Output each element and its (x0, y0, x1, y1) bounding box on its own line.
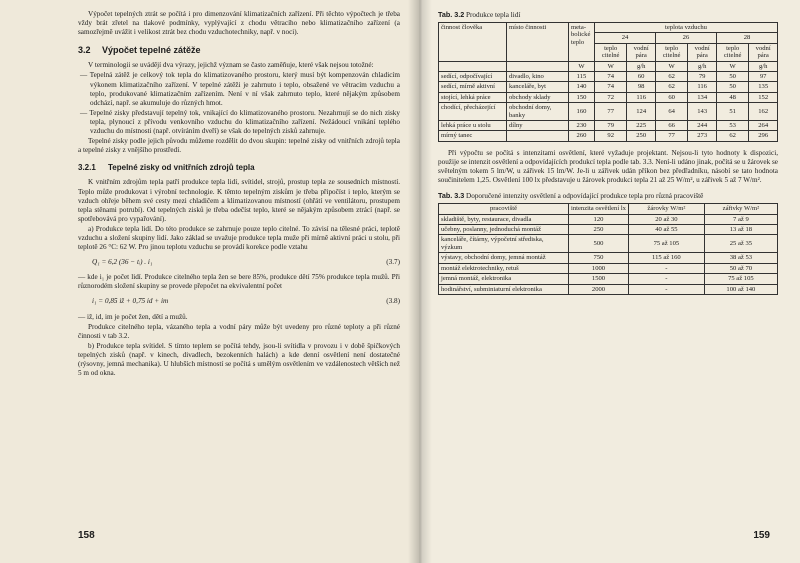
tube-cell: 75 až 105 (704, 274, 777, 284)
value-cell: 225 (627, 121, 656, 131)
table-row (439, 284, 778, 294)
metabolic-cell: 160 (569, 103, 595, 121)
activity-cell: lehká práce u stolu (439, 121, 507, 131)
unit-cell: W (655, 61, 687, 71)
table-row (439, 92, 778, 102)
value-cell: 98 (627, 82, 656, 92)
tube-cell: 38 až 53 (704, 253, 777, 263)
equation-body: Q₁ = 6,2 (36 − tᵢ) . i₁ (92, 258, 153, 267)
column-header: místo činnosti (507, 23, 569, 62)
section-heading-3-2-1 (78, 163, 400, 172)
tube-cell: 13 až 18 (704, 225, 777, 235)
bulb-cell: - (629, 263, 705, 273)
tube-cell: 50 až 70 (704, 263, 777, 273)
paragraph: a) Produkce tepla lidí. Do této produkce se zahrnuje pouze teplo citelné. To závisí na tělesné práci, teplotě vzduchu a složení skupiny lidí. Jako základ se uvažuje produkce tepla muže při mírně aktivní práci u stolu, při teplotě 26 °C: 62 W. Pro jinou teplotu vzduchu se provádí korekce podle vztahu (78, 224, 400, 252)
lux-cell: 1500 (569, 274, 629, 284)
unit-cell: g/h (627, 61, 656, 71)
tube-cell: 7 až 9 (704, 214, 777, 224)
activity-cell: mírný tanec (439, 131, 507, 141)
lighting-table (438, 203, 778, 295)
equation-3-8 (92, 297, 400, 306)
metabolic-cell: 140 (569, 82, 595, 92)
value-cell: 72 (595, 92, 627, 102)
equation-3-7 (92, 258, 400, 267)
value-cell: 51 (716, 103, 748, 121)
sub-header: teplo citelné (716, 43, 748, 61)
value-cell: 116 (688, 82, 717, 92)
paragraph: K vnitřním zdrojům tepla patří produkce tepla lidí, svítidel, strojů, prostup tepla ze sousedních místností. Teplo může produkovat i výrobní technologie. K těmto tepelným ziskům je třeba připočíst i teplo, kterým se vzduch ohřeje během své cesty mezi chladičem a klimatizovanou místností (ohřátí ve ventilátoru, prostupem tepla stěnami potrubí). Od tepelných zisků je třeba odečíst teplo, které se nějakým způsobem ztrácí (např. se spotřebovává pro vypařování). (78, 178, 400, 223)
metabolic-cell: 115 (569, 72, 595, 82)
equation-body: i₁ = 0,85 iž + 0,75 id + im (92, 297, 169, 306)
bulb-cell: - (629, 284, 705, 294)
sub-header: vodní pára (688, 43, 717, 61)
unit-cell: W (569, 61, 595, 71)
workplace-cell: učebny, poslanny, jednoduchá montáž (439, 225, 569, 235)
value-cell: 53 (716, 121, 748, 131)
value-cell: 48 (716, 92, 748, 102)
table-caption (438, 10, 778, 20)
place-cell: obchodní domy, banky (507, 103, 569, 121)
temperature-header: 26 (655, 33, 716, 43)
table-label: Tab. 3.3 (438, 191, 465, 201)
value-cell: 77 (655, 131, 687, 141)
table-row (439, 103, 778, 121)
value-cell: 134 (688, 92, 717, 102)
value-cell: 250 (627, 131, 656, 141)
unit-cell: W (595, 61, 627, 71)
section-number: 3.2.1 (78, 163, 96, 173)
tube-cell: 25 až 35 (704, 235, 777, 253)
table-row (439, 214, 778, 224)
workplace-cell: výstavy, obchodní domy, jemná montáž (439, 253, 569, 263)
section-number: 3.2 (78, 45, 91, 56)
value-cell: 74 (595, 82, 627, 92)
right-content-column (438, 10, 778, 295)
heat-production-table (438, 22, 778, 142)
page-number: 158 (78, 530, 95, 541)
value-cell: 92 (595, 131, 627, 141)
table-row (439, 274, 778, 284)
value-cell: 66 (655, 121, 687, 131)
bulb-cell: 115 až 160 (629, 253, 705, 263)
activity-cell: sedící, odpočívající (439, 72, 507, 82)
section-title: Tepelné zisky od vnitřních zdrojů tepla (108, 163, 255, 173)
empty-cell (439, 61, 507, 71)
value-cell: 244 (688, 121, 717, 131)
equation-number: (3.8) (386, 297, 400, 306)
value-cell: 79 (688, 72, 717, 82)
workplace-cell: hodinářství, subminiaturní elektronika (439, 284, 569, 294)
value-cell: 74 (595, 72, 627, 82)
intro-paragraph: Výpočet tepelných ztrát se počítá i pro dimenzování klimatizačních zařízení. Při těchto výpočtech je třeba vždy brát zřetel na tlakové podmínky, vyplývající z chodu větracího nebo klimatizačního zařízení (a samozřejmě uvážit i velikost ztrát bez chodu vzduchotechniky, např. v noci). (78, 10, 400, 37)
table-row (439, 121, 778, 131)
table-title: Doporučené intenzity osvětlení a odpovídající produkce tepla pro různá pracoviště (466, 192, 704, 201)
section-heading-3-2 (78, 46, 400, 55)
column-header: teplota vzduchu (595, 23, 778, 33)
column-header: činnost člověka (439, 23, 507, 62)
workplace-cell: skladiště, byty, restaurace, divadla (439, 214, 569, 224)
section-title: Výpočet tepelné zátěže (102, 45, 201, 56)
value-cell: 296 (749, 131, 778, 141)
value-cell: 62 (716, 131, 748, 141)
bulb-cell: 75 až 105 (629, 235, 705, 253)
table-body (439, 214, 778, 294)
value-cell: 116 (627, 92, 656, 102)
definition-item: — Tepelná zátěž je celkový tok tepla do klimatizovaného prostoru, který musí být kompenzován chladicím výkonem klimatizačního zařízení. V tepelné zátěži je zahrnuto i teplo, obsažené ve větracím vzduchu a teplo, produkované klimatizačním zařízením. Není v ní však zahrnuto teplo, které nějakým způsobem odchází, např. se akumuluje do různých hmot. (80, 71, 400, 107)
value-cell: 62 (655, 82, 687, 92)
bulb-cell: 40 až 55 (629, 225, 705, 235)
column-header: zářivky W/m² (704, 204, 777, 214)
bulb-cell: 20 až 30 (629, 214, 705, 224)
unit-cell: W (716, 61, 748, 71)
equation-number: (3.7) (386, 258, 400, 267)
table-row (439, 225, 778, 235)
table-row (439, 82, 778, 92)
temperature-header: 28 (716, 33, 777, 43)
empty-cell (507, 61, 569, 71)
value-cell: 162 (749, 103, 778, 121)
value-cell: 50 (716, 72, 748, 82)
paragraph: b) Produkce tepla svítidel. S tímto teplem se počítá tehdy, jsou-li svítidla v provozu i v době špičkových tepelných zisků (např. v kinech, divadlech, bezokenních halách) a kde denní osvětlení není dostatečné (rýsovny, jemná mechanika). U hlubších místností se počítá s umělým osvětlením ve vzdálenostech větších než 5 m od okna. (78, 341, 400, 378)
column-header: intenzita osvětlení lx (569, 204, 629, 214)
sub-header: vodní pára (627, 43, 656, 61)
paragraph: V terminologii se uvádějí dva výrazy, jejichž význam se často zaměňuje, které však nejsou totožné: (88, 61, 374, 70)
place-cell (507, 131, 569, 141)
value-cell: 124 (627, 103, 656, 121)
lux-cell: 1000 (569, 263, 629, 273)
workplace-cell: montáž elektrotechniky, retuš (439, 263, 569, 273)
value-cell: 273 (688, 131, 717, 141)
place-cell: dílny (507, 121, 569, 131)
value-cell: 264 (749, 121, 778, 131)
paragraph: Při výpočtu se počítá s intenzitami osvětlení, které vyžaduje projektant. Nejsou-li tyto hodnoty k dispozici, použije se intenzit osvětlení a odpovídajících produkcí tepla podle tab. 3.3. Není-li udáno jinak, počítá se u žárovek se světelným tokem 5 lm/W, u zářivek 15 lm/W. Je-li u zářivek udán příkon bez předřadníku, násobí se tato hodnota součinitelem 1,25. Osvětlení 100 lx představuje u žárovek produkci tepla 21 až 25 W/m², u zářivek 5 až 7 W/m². (438, 148, 778, 185)
sub-header: vodní pára (749, 43, 778, 61)
table-row (439, 131, 778, 141)
tube-cell: 100 až 140 (704, 284, 777, 294)
metabolic-cell: 230 (569, 121, 595, 131)
unit-cell: g/h (749, 61, 778, 71)
table-caption (438, 191, 778, 201)
sub-header: teplo citelné (595, 43, 627, 61)
activity-cell: stojící, lehká práce (439, 92, 507, 102)
table-row (439, 263, 778, 273)
lux-cell: 120 (569, 214, 629, 224)
paragraph: — kde i₁ je počet lidí. Produkce citelného tepla žen se bere 85%, produkce dětí 75% produkce tepla mužů. Při různorodém složení skupiny se provede přepočet na ekvivalentní počet (78, 273, 400, 291)
lux-cell: 750 (569, 253, 629, 263)
workplace-cell: kanceláře, čítárny, výpočetní střediska, výzkum (439, 235, 569, 253)
table-row (439, 253, 778, 263)
definition-item: — Tepelné zisky představují tepelný tok, vnikající do klimatizovaného prostoru. Nezahrnují se do nich zisky tepla, plynoucí z přívodu venkovního vzduchu do klimatizačního zařízení. Nežádoucí vnikání teplého vzduchu do místnosti (např. otvíráním dveří) se však do tepelných zisků zahrnuje. (80, 108, 400, 136)
value-cell: 62 (655, 72, 687, 82)
value-cell: 60 (627, 72, 656, 82)
paragraph: — iž, id, im je počet žen, dětí a mužů. (78, 312, 188, 321)
sub-header: teplo citelné (655, 43, 687, 61)
lux-cell: 2000 (569, 284, 629, 294)
table-row (439, 235, 778, 253)
place-cell: obchody sklady (507, 92, 569, 102)
right-page (420, 0, 800, 563)
lux-cell: 250 (569, 225, 629, 235)
lux-cell: 500 (569, 235, 629, 253)
value-cell: 50 (716, 82, 748, 92)
column-header: žárovky W/m² (629, 204, 705, 214)
place-cell: divadlo, kino (507, 72, 569, 82)
value-cell: 135 (749, 82, 778, 92)
activity-cell: chodící, přecházející (439, 103, 507, 121)
table-title: Produkce tepla lidí (466, 11, 521, 19)
page-number: 159 (753, 530, 770, 541)
value-cell: 77 (595, 103, 627, 121)
value-cell: 152 (749, 92, 778, 102)
paragraph: Tepelné zisky podle jejich původu můžeme rozdělit do dvou skupin: tepelné zisky od vnitřních zdrojů tepla a tepelné zisky z vnějšího prostředí. (78, 137, 400, 155)
paragraph: Produkce citelného tepla, vázaného tepla a vodní páry může být uvedeny pro různé teploty a při různé činnosti v tab 3.2. (78, 322, 400, 340)
place-cell: kanceláře, byt (507, 82, 569, 92)
table-body (439, 72, 778, 142)
left-text-column (78, 10, 400, 379)
value-cell: 97 (749, 72, 778, 82)
column-header: meta-bolické teplo (569, 23, 595, 62)
temperature-header: 24 (595, 33, 656, 43)
value-cell: 64 (655, 103, 687, 121)
bulb-cell: - (629, 274, 705, 284)
value-cell: 143 (688, 103, 717, 121)
unit-cell: g/h (688, 61, 717, 71)
metabolic-cell: 260 (569, 131, 595, 141)
table-row (439, 72, 778, 82)
book-gutter (408, 0, 432, 563)
column-header: pracoviště (439, 204, 569, 214)
workplace-cell: jemná montáž, elektronika (439, 274, 569, 284)
value-cell: 60 (655, 92, 687, 102)
value-cell: 79 (595, 121, 627, 131)
table-label: Tab. 3.2 (438, 10, 465, 19)
metabolic-cell: 150 (569, 92, 595, 102)
activity-cell: sedící, mírně aktivní (439, 82, 507, 92)
